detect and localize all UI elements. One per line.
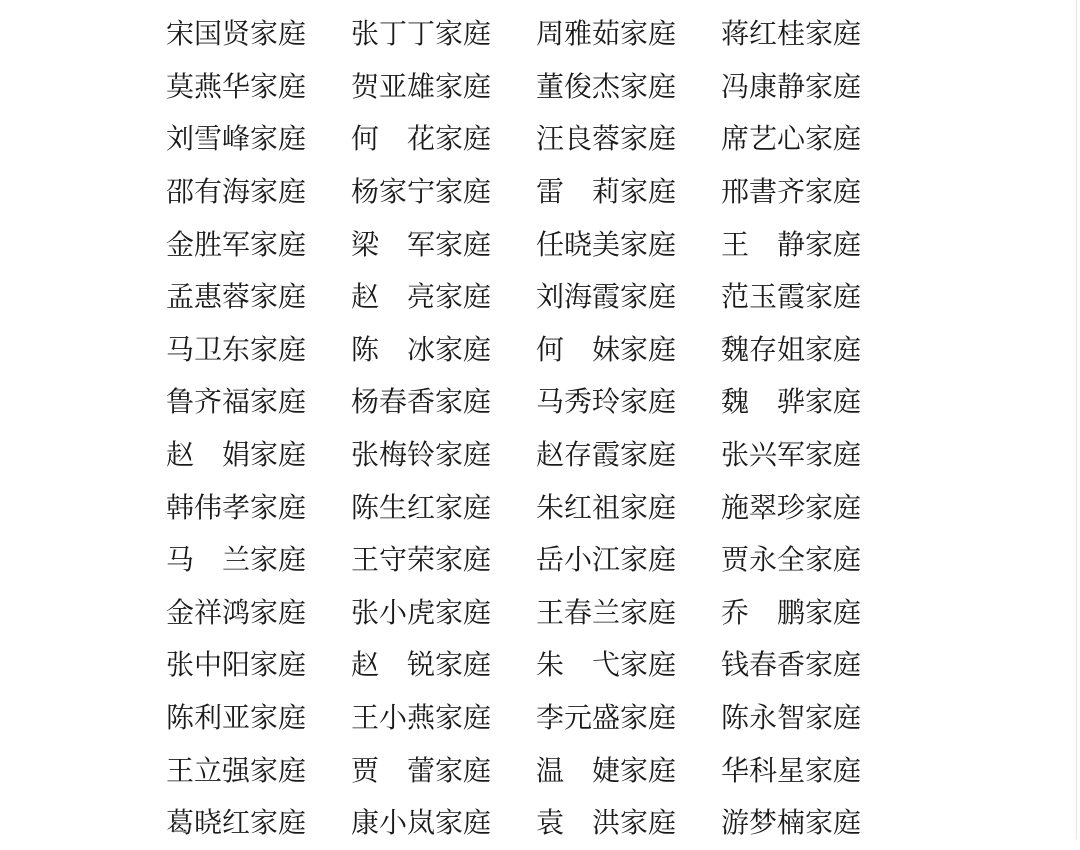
family-name: 李元盛家庭 [536, 701, 677, 735]
family-name: 刘雪峰家庭 [166, 122, 307, 156]
name-row [166, 587, 906, 640]
family-name: 贺亚雄家庭 [351, 69, 492, 103]
name-row [166, 61, 906, 114]
family-name: 钱春香家庭 [721, 648, 862, 682]
name-row [166, 692, 906, 745]
family-name: 施翠珍家庭 [721, 490, 862, 524]
family-name: 何 花家庭 [351, 122, 492, 156]
family-name: 何 妹家庭 [536, 332, 677, 366]
family-name: 王守荣家庭 [351, 543, 492, 577]
family-name: 刘海霞家庭 [536, 280, 677, 314]
family-name: 邢書齐家庭 [721, 175, 862, 209]
family-name: 马秀玲家庭 [536, 385, 677, 419]
family-name: 朱 弋家庭 [536, 648, 677, 682]
family-name: 蒋红桂家庭 [721, 17, 862, 51]
family-name: 张丁丁家庭 [351, 17, 492, 51]
family-name: 周雅茹家庭 [536, 17, 677, 51]
family-name: 王小燕家庭 [351, 701, 492, 735]
family-name: 赵 亮家庭 [351, 280, 492, 314]
family-name: 陈 冰家庭 [351, 332, 492, 366]
family-name-grid [166, 8, 906, 850]
family-name: 金胜军家庭 [166, 227, 307, 261]
family-name: 席艺心家庭 [721, 122, 862, 156]
family-name: 范玉霞家庭 [721, 280, 862, 314]
family-name: 杨家宁家庭 [351, 175, 492, 209]
family-name: 鲁齐福家庭 [166, 385, 307, 419]
family-name: 陈生红家庭 [351, 490, 492, 524]
family-name: 张兴军家庭 [721, 438, 862, 472]
page-edge [1076, 0, 1077, 839]
family-name: 金祥鸿家庭 [166, 595, 307, 629]
family-name: 贾永全家庭 [721, 543, 862, 577]
name-row [166, 324, 906, 377]
family-name: 梁 军家庭 [351, 227, 492, 261]
name-row [166, 166, 906, 219]
family-name: 华科星家庭 [721, 753, 862, 787]
family-name: 赵 娟家庭 [166, 438, 307, 472]
family-name: 魏存姐家庭 [721, 332, 862, 366]
name-row [166, 113, 906, 166]
family-name: 游梦楠家庭 [721, 806, 862, 840]
name-row [166, 376, 906, 429]
family-name: 韩伟孝家庭 [166, 490, 307, 524]
family-name: 任晓美家庭 [536, 227, 677, 261]
family-name: 张小虎家庭 [351, 595, 492, 629]
name-row [166, 639, 906, 692]
family-name: 袁 洪家庭 [536, 806, 677, 840]
family-name: 雷 莉家庭 [536, 175, 677, 209]
family-name: 王春兰家庭 [536, 595, 677, 629]
family-name: 王立强家庭 [166, 753, 307, 787]
family-name: 贾 蕾家庭 [351, 753, 492, 787]
family-name: 董俊杰家庭 [536, 69, 677, 103]
name-row [166, 534, 906, 587]
name-row [166, 271, 906, 324]
name-row [166, 797, 906, 850]
family-name: 温 婕家庭 [536, 753, 677, 787]
family-name: 孟惠蓉家庭 [166, 280, 307, 314]
family-name: 朱红祖家庭 [536, 490, 677, 524]
family-name: 葛晓红家庭 [166, 806, 307, 840]
family-name: 汪良蓉家庭 [536, 122, 677, 156]
family-name: 赵存霞家庭 [536, 438, 677, 472]
family-name: 杨春香家庭 [351, 385, 492, 419]
family-name: 魏 骅家庭 [721, 385, 862, 419]
family-name: 王 静家庭 [721, 227, 862, 261]
family-name: 康小岚家庭 [351, 806, 492, 840]
family-name: 岳小江家庭 [536, 543, 677, 577]
name-row [166, 744, 906, 797]
family-name: 邵有海家庭 [166, 175, 307, 209]
name-row [166, 8, 906, 61]
family-name: 乔 鹏家庭 [721, 595, 862, 629]
family-name: 陈永智家庭 [721, 701, 862, 735]
name-row [166, 218, 906, 271]
family-name: 张中阳家庭 [166, 648, 307, 682]
name-row [166, 429, 906, 482]
family-name: 张梅铃家庭 [351, 438, 492, 472]
family-name: 冯康静家庭 [721, 69, 862, 103]
family-name: 莫燕华家庭 [166, 69, 307, 103]
family-name: 马 兰家庭 [166, 543, 307, 577]
family-name: 赵 锐家庭 [351, 648, 492, 682]
family-name: 陈利亚家庭 [166, 701, 307, 735]
family-name: 宋国贤家庭 [166, 17, 307, 51]
name-row [166, 481, 906, 534]
family-name: 马卫东家庭 [166, 332, 307, 366]
